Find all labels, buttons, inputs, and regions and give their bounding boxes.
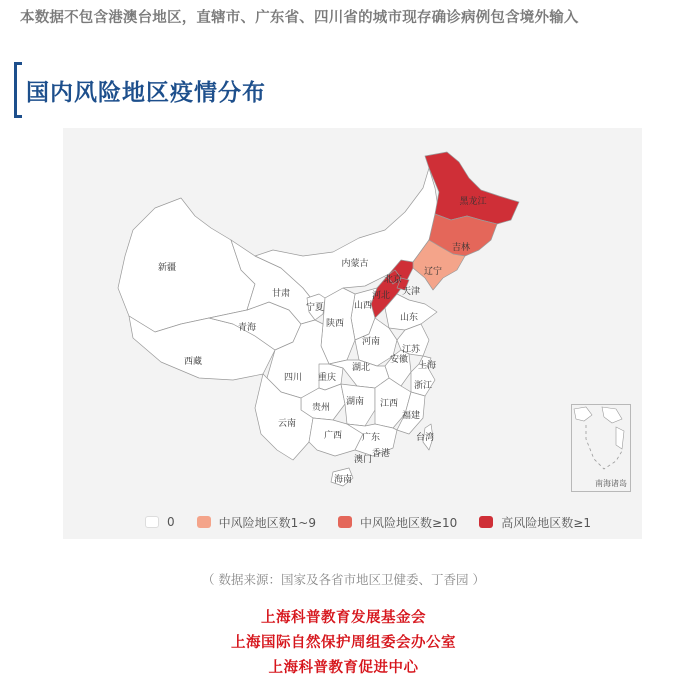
legend-label: 中风险地区数≥10 [359,515,458,530]
legend-label: 高风险地区数≥1 [501,515,591,530]
province-shandong [385,294,437,330]
legend-swatch [145,516,159,528]
label-liaoning: 辽宁 [423,267,443,277]
map-legend [145,514,613,530]
label-fujian: 福建 [401,411,421,421]
south-china-sea-inset [571,404,631,492]
label-xizang: 西藏 [183,357,203,367]
legend-swatch [479,516,493,528]
legend-item-zero [145,515,175,529]
label-xinjiang: 新疆 [157,263,177,273]
label-shanxi: 山西 [353,301,373,311]
legend-label: 中风险地区数1~9 [218,515,316,530]
label-guangxi: 广西 [323,431,343,441]
label-shaanxi: 陕西 [325,319,345,329]
label-yunnan: 云南 [277,419,297,429]
label-chongqing: 重庆 [317,373,337,383]
label-jiangxi: 江西 [379,399,399,409]
label-hainan: 海南 [333,475,353,485]
legend-item-medium-low [197,514,316,531]
label-aomen: 澳门 [353,455,373,465]
legend-item-high [479,514,591,531]
label-heilongjiang: 黑龙江 [459,197,487,207]
label-shandong: 山东 [399,313,419,323]
label-hunan: 湖南 [345,397,365,407]
label-sichuan: 四川 [283,373,303,383]
risk-map-panel [63,128,642,539]
organization-list [0,606,687,681]
section-header [14,62,314,120]
label-guizhou: 贵州 [311,403,331,413]
label-taiwan: 台湾 [415,433,435,443]
label-henan: 河南 [361,337,381,347]
label-zhejiang: 浙江 [413,381,433,391]
legend-swatch [197,516,211,528]
organization-name: 上海科普教育发展基金会 [261,610,426,626]
label-xianggang: 香港 [371,449,391,459]
label-anhui: 安徽 [389,355,409,365]
legend-label: 0 [167,515,175,529]
label-jilin: 吉林 [451,243,471,253]
section-title: 国内风险地区疫情分布 [26,80,266,106]
inset-map [572,405,630,477]
label-guangdong: 广东 [361,433,381,443]
label-ningxia: 宁夏 [305,303,325,313]
data-note: 本数据不包含港澳台地区，直辖市、广东省、四川省的城市现存确诊病例包含境外输入 [20,10,579,26]
province-heilongjiang [425,152,519,224]
label-jiangsu: 江苏 [401,345,421,355]
label-neimenggu: 内蒙古 [341,259,369,269]
legend-item-medium-high [338,514,457,531]
organization-name: 上海国际自然保护周组委会办公室 [231,635,456,651]
label-tianjin: 天津 [401,287,421,297]
label-hubei: 湖北 [351,363,371,373]
organization-name: 上海科普教育促进中心 [268,660,419,676]
label-hebei: 河北 [371,291,391,301]
label-qinghai: 青海 [237,323,257,333]
label-beijing: 北京 [383,275,403,285]
label-shanghai: 上海 [417,361,437,371]
data-source: （ 数据来源：国家及各省市地区卫健委、丁香园 ） [202,572,485,587]
province-xinjiang [118,198,255,332]
legend-swatch [338,516,352,528]
label-gansu: 甘肃 [271,289,291,299]
inset-label: 南海诸岛 [595,479,627,488]
china-map [63,128,642,539]
